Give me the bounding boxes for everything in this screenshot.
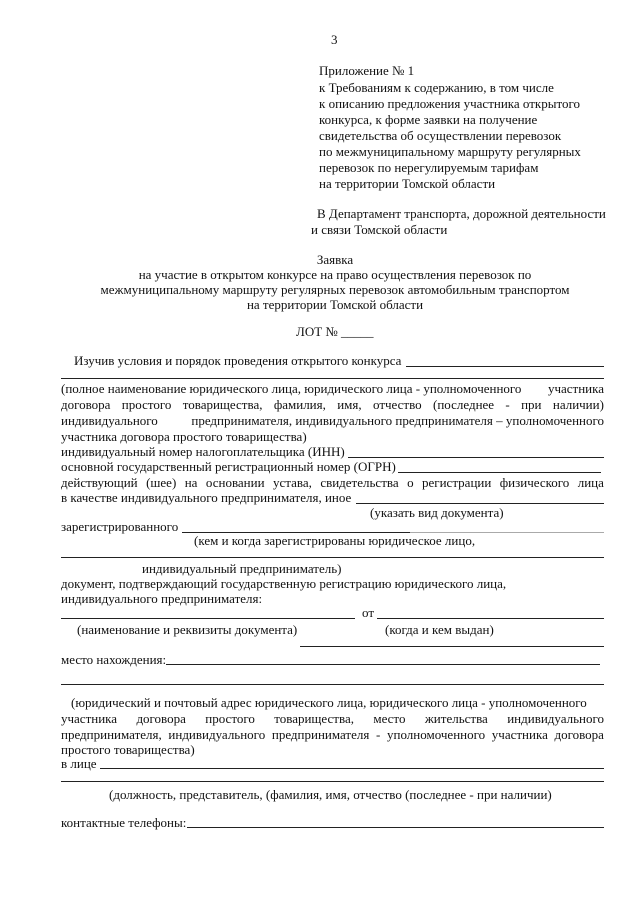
appendix-line: к описанию предложения участника открытого bbox=[319, 96, 581, 111]
inn-label: индивидуальный номер налогоплательщика (ИНН) bbox=[61, 444, 345, 459]
location-label: место нахождения: bbox=[61, 652, 167, 667]
page-number: 3 bbox=[331, 32, 338, 47]
registration-field[interactable] bbox=[61, 557, 604, 558]
ogrn-field[interactable] bbox=[398, 472, 601, 473]
in-person-label: в лице bbox=[61, 756, 97, 771]
phones-label: контактные телефоны: bbox=[61, 815, 187, 830]
acting-basis-text: действующий (шее) на основании устава, свидетельства о регистрации физического лица bbox=[61, 475, 604, 490]
application-title: Заявка bbox=[316, 252, 354, 267]
registered-label: зарегистрированного bbox=[61, 519, 179, 534]
registration-hint: (кем и когда зарегистрированы юридическое лицо, bbox=[194, 533, 476, 548]
addressee-line: и связи Томской области bbox=[311, 222, 448, 237]
other-document-field[interactable] bbox=[356, 503, 604, 504]
address-hint: простого товарищества) bbox=[61, 742, 195, 757]
appendix-line: свидетельства об осуществлении перевозок bbox=[319, 128, 562, 143]
phones-field[interactable] bbox=[187, 827, 604, 828]
application-subtitle: на участие в открытом конкурсе на право осуществления перевозок по bbox=[138, 267, 532, 282]
location-field[interactable] bbox=[166, 664, 600, 665]
application-subtitle: межмуниципальному маршруту регулярных перевозок автомобильным транспортом bbox=[100, 282, 570, 297]
lot-number: ЛОТ № _____ bbox=[296, 324, 374, 339]
name-hint: (полное наименование юридического лица, юридического лица - уполномоченного участника bbox=[61, 381, 604, 396]
address-hint: (юридический и почтовый адрес юридического лица, юридического лица - уполномоченного bbox=[71, 695, 587, 710]
location-field-2[interactable] bbox=[61, 684, 604, 685]
appendix-line: на территории Томской области bbox=[319, 176, 496, 191]
ogrn-label: основной государственный регистрационный номер (ОГРН) bbox=[61, 459, 396, 474]
name-hint: договора простого товарищества, фамилия, имя, отчество (последнее - при наличии) bbox=[61, 397, 604, 412]
addressee-line: В Департамент транспорта, дорожной деятельности bbox=[317, 206, 606, 221]
document-details-field[interactable] bbox=[61, 618, 355, 619]
address-hint: участника договора простого товарищества, место жительства индивидуального bbox=[61, 711, 604, 726]
appendix-line: конкурса, к форме заявки на получение bbox=[319, 112, 538, 127]
from-label: от bbox=[362, 605, 375, 620]
representative-field-2[interactable] bbox=[61, 781, 604, 782]
name-hint: участника договора простого товарищества) bbox=[61, 429, 307, 444]
application-subtitle: на территории Томской области bbox=[246, 297, 424, 312]
document-field-extra[interactable] bbox=[300, 646, 604, 647]
issued-hint: (когда и кем выдан) bbox=[385, 622, 494, 637]
representative-field[interactable] bbox=[100, 768, 604, 769]
inn-field[interactable] bbox=[348, 457, 604, 458]
appendix-line: перевозок по нерегулируемым тарифам bbox=[319, 160, 539, 175]
doc-type-hint: (указать вид документа) bbox=[370, 505, 504, 520]
appendix-line: к Требованиям к содержанию, в том числе bbox=[319, 80, 554, 95]
issued-by-field[interactable] bbox=[377, 618, 604, 619]
as-ip-label: в качестве индивидуального предпринимателя, иное bbox=[61, 490, 352, 505]
name-field[interactable] bbox=[61, 378, 604, 379]
ip-hint: индивидуальный предприниматель) bbox=[142, 561, 342, 576]
document-name-hint: (наименование и реквизиты документа) bbox=[77, 622, 298, 637]
appendix-line: по межмуниципальному маршруту регулярных bbox=[319, 144, 581, 159]
name-hint: индивидуального предпринимателя, индивидуального предпринимателя – уполномоченного bbox=[61, 413, 604, 428]
intro-text: Изучив условия и порядок проведения открытого конкурса bbox=[74, 353, 402, 368]
intro-field[interactable] bbox=[406, 366, 604, 367]
representative-hint: (должность, представитель, (фамилия, имя, отчество (последнее - при наличии) bbox=[109, 787, 552, 802]
confirm-document-label: индивидуального предпринимателя: bbox=[61, 591, 263, 606]
address-hint: предпринимателя, индивидуального предпринимателя - уполномоченного участника договора bbox=[61, 727, 604, 742]
confirm-document-label: документ, подтверждающий государственную регистрацию юридического лица, bbox=[61, 576, 507, 591]
appendix-title: Приложение № 1 bbox=[319, 63, 415, 78]
